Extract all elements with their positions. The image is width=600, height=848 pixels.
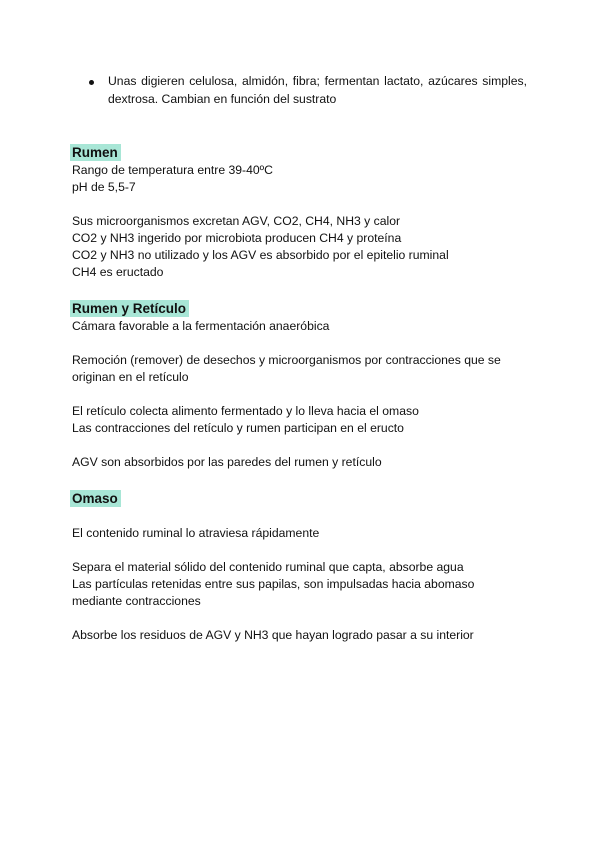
bullet-list-item: [91, 72, 527, 108]
text-line: CO2 y NH3 ingerido por microbiota producen CH4 y proteína: [72, 231, 402, 245]
text-line: El retículo colecta alimento fermentado y lo lleva hacia el omaso: [72, 404, 419, 418]
section-omaso: [72, 490, 542, 644]
text-line: pH de 5,5-7: [72, 180, 136, 194]
section-heading-rumen: Rumen: [70, 144, 121, 161]
text-line: AGV son absorbidos por las paredes del rumen y retículo: [72, 455, 382, 469]
text-line: Rango de temperatura entre 39-40ºC: [72, 163, 273, 177]
bullet-text: Unas digieren celulosa, almidón, fibra; fermentan lactato, azúcares simples, dextrosa. Cambian en función del sustrato: [108, 74, 527, 106]
blank-line: [72, 542, 542, 559]
section-heading-rumen-reticulo: Rumen y Retículo: [70, 300, 189, 317]
section-body: [72, 318, 542, 471]
text-line: CH4 es eructado: [72, 265, 164, 279]
section-body: [72, 508, 542, 644]
blank-line: [72, 508, 542, 525]
blank-line: [72, 335, 542, 352]
blank-line: [72, 196, 542, 213]
section-heading-omaso: Omaso: [70, 490, 121, 507]
text-line: Las partículas retenidas entre sus papilas, son impulsadas hacia abomaso: [72, 577, 475, 591]
text-line: originan en el retículo: [72, 370, 189, 384]
text-line: Absorbe los residuos de AGV y NH3 que hayan logrado pasar a su interior: [72, 628, 474, 642]
blank-line: [72, 386, 542, 403]
text-line: Sus microorganismos excretan AGV, CO2, CH4, NH3 y calor: [72, 214, 401, 228]
text-line: mediante contracciones: [72, 594, 201, 608]
section-body: [72, 162, 542, 281]
text-line: Remoción (remover) de desechos y microorganismos por contracciones que se: [72, 353, 501, 367]
text-line: Separa el material sólido del contenido ruminal que capta, absorbe agua: [72, 560, 464, 574]
text-line: CO2 y NH3 no utilizado y los AGV es absorbido por el epitelio ruminal: [72, 248, 449, 262]
text-line: Cámara favorable a la fermentación anaeróbica: [72, 319, 330, 333]
bullet-dot-icon: [89, 80, 94, 85]
section-rumen-reticulo: [72, 300, 542, 471]
text-line: Las contracciones del retículo y rumen participan en el eructo: [72, 421, 404, 435]
section-rumen: [72, 144, 542, 281]
blank-line: [72, 437, 542, 454]
blank-line: [72, 610, 542, 627]
text-line: El contenido ruminal lo atraviesa rápidamente: [72, 526, 320, 540]
